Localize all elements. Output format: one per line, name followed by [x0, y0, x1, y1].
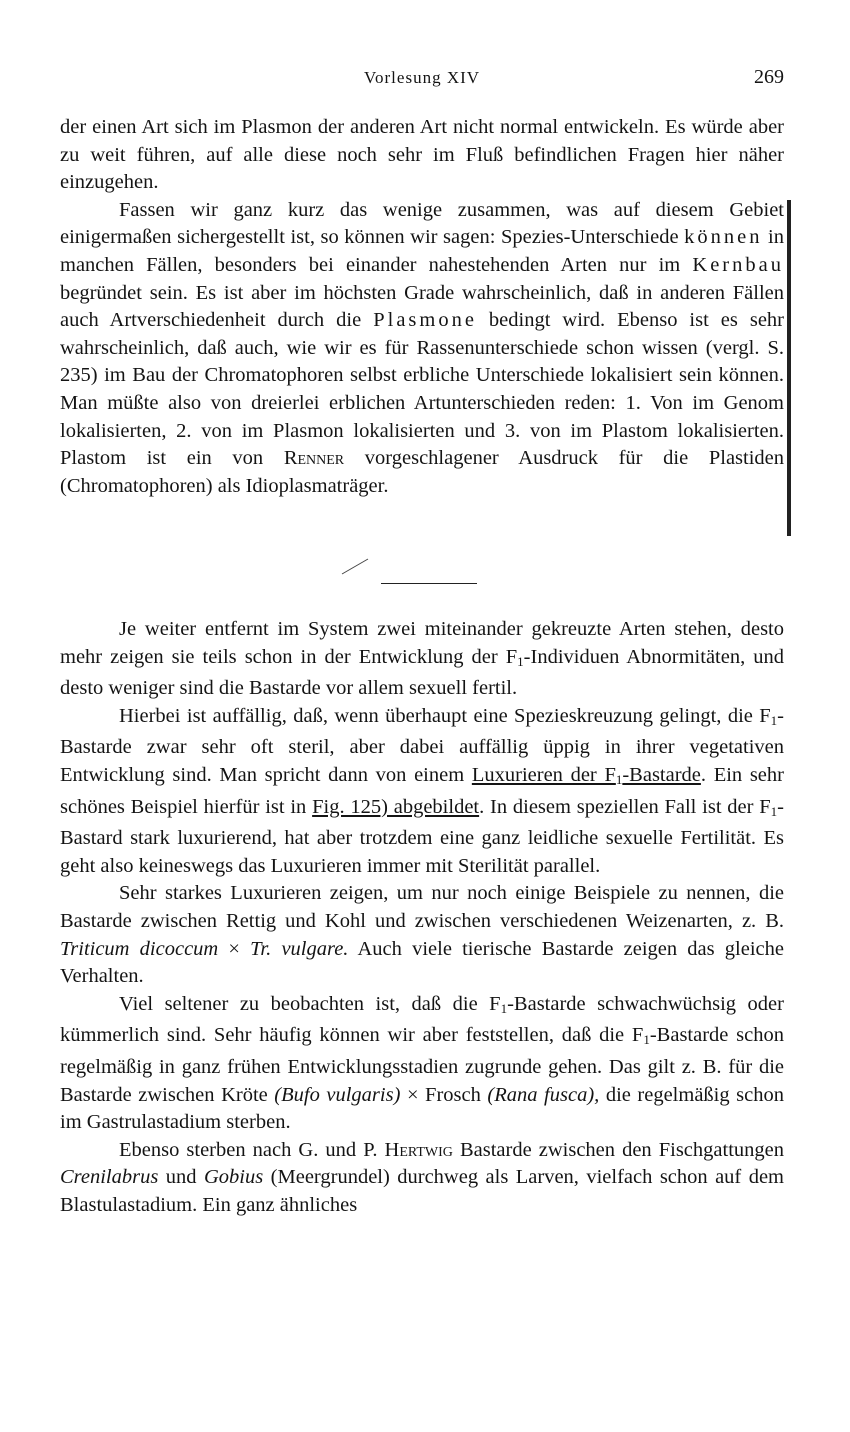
paragraph — [60, 703, 784, 881]
paragraph-text: -Bastarde zwar sehr oft steril, aber dabei auffällig üppig in ihrer vegetativen Entwicklung sind. Man spricht dann von einem — [60, 704, 784, 786]
paragraph — [60, 197, 784, 501]
section-divider — [381, 583, 477, 584]
species-name: (Rana fusca), — [487, 1083, 600, 1106]
paragraph-text: begründet sein. Es ist aber im höchsten Grade wahrscheinlich, daß in anderen Fällen auch Artverschiedenheit durch die — [60, 281, 784, 332]
paragraph-text: Auch viele tierische Bastarde zeigen das gleiche Verhalten. — [60, 937, 784, 988]
species-name: Triticum dicoccum — [60, 937, 219, 960]
paragraph — [60, 880, 784, 990]
cross-symbol: × — [218, 937, 251, 960]
paragraph-text: vorgeschlagener Ausdruck für die Plastiden (Chromatophoren) als Idioplasmaträger. — [60, 447, 785, 497]
species-name: Tr. vulgare. — [250, 937, 349, 960]
paragraph-text: Ebenso sterben nach G. und P. — [119, 1138, 385, 1161]
underlined-term — [472, 764, 701, 786]
author-name: Hertwig — [384, 1138, 453, 1161]
paragraph-text: Hierbei ist auffällig, daß, wenn überhaupt eine Spezieskreuzung gelingt, die F — [119, 704, 771, 727]
paragraph-text: der einen Art sich im Plasmon der anderen Art nicht normal entwickeln. Es würde aber zu weit führen, auf alle diese noch sehr im Fluß befindlichen Fragen hier näher einzugehen. — [60, 116, 784, 194]
paragraph-text: -Bastarde schwachwüchsig oder kümmerlich sind. Sehr häufig können wir aber feststellen, daß die F — [60, 992, 784, 1047]
genus-name: Crenilabrus — [60, 1166, 159, 1189]
underlined-text: Luxurieren der F — [471, 763, 616, 786]
subscript: 1 — [643, 1032, 650, 1048]
paragraph-text: Fassen wir ganz kurz das wenige zusammen, was auf diesem Gebiet einigermaßen sichergestellt ist, so können wir sagen: Spezies-Unterschiede — [60, 198, 784, 249]
paragraph-text: -Bastard stark luxurierend, hat aber trotzdem eine ganz leidliche sexuelle Fertilität. Es geht also keineswegs das Luxurieren immer mit Sterilität parallel. — [60, 795, 784, 877]
paragraph-text: (Meergrundel) durchweg als Larven, vielfach schon auf dem Blastulastadium. Ein ganz ähnliches — [60, 1166, 784, 1216]
subscript: 1 — [770, 712, 778, 728]
page-number: 269 — [754, 66, 784, 88]
pencil-stroke-mark — [340, 556, 370, 576]
page-header — [60, 66, 784, 96]
paragraph-text: Bastarde zwischen den Fischgattungen — [452, 1138, 784, 1161]
spaced-emphasis: können — [684, 226, 763, 249]
underlined-text: -Bastarde — [622, 763, 701, 786]
paragraph — [60, 991, 784, 1137]
author-name: Renner — [283, 447, 345, 470]
paragraph — [60, 1137, 784, 1220]
margin-bar-mark — [787, 200, 791, 536]
section-one — [60, 114, 784, 500]
species-name: (Bufo vulgaris) — [274, 1083, 401, 1106]
paragraph-text: Sehr starkes Luxurieren zeigen, um nur noch einige Beispiele zu nennen, die Bastarde zwischen Rettig und Kohl und zwischen verschiedenen Weizenarten, z. B. — [60, 882, 784, 932]
paragraph-text: bedingt wird. Ebenso ist es sehr wahrscheinlich, daß auch, wie wir es für Rassenunterschiede schon wissen (vergl. S. 235) im Bau der Chromatophoren selbst erbliche Unterschiede lokalisiert sein können. Man müßte also von dreierlei erblichen Artunterschieden reden: 1. Von im Genom lokalisierten, 2. von im Plasmon lokalisierten und 3. von im Plastom lokalisierten. Plastom ist ein von — [60, 309, 785, 470]
underlined-figure-ref: Fig. 125) abgebildet — [312, 795, 480, 818]
paragraph-text: in manchen Fällen, besonders bei einander nahestehenden Arten nur im — [60, 226, 784, 276]
paragraph — [60, 616, 784, 703]
paragraph-text: . Ein sehr schönes Beispiel hierfür ist in — [60, 763, 784, 818]
paragraph-text: -Bastarde schon regelmäßig in ganz frühen Entwicklungsstadien zugrunde gehen. Das gilt z. B. für die Bastarde zwischen Kröte — [60, 1024, 784, 1106]
paragraph-text: Je weiter entfernt im System zwei miteinander gekreuzte Arten stehen, desto mehr zeigen sie teils schon in der Entwicklung der F — [60, 618, 784, 668]
spaced-emphasis: Plasmone — [373, 309, 477, 332]
paragraph-text: × Frosch — [400, 1083, 488, 1106]
subscript: 1 — [500, 1000, 508, 1016]
subscript: 1 — [615, 771, 623, 787]
paragraph-text: -Individuen Abnormitäten, und desto weniger sind die Bastarde vor allem sexuell fertil. — [60, 645, 784, 700]
paragraph-text: die regelmäßig schon im Gastrulastadium sterben. — [60, 1083, 784, 1134]
subscript: 1 — [770, 803, 778, 819]
genus-name: Gobius — [203, 1166, 264, 1189]
running-head: Vorlesung XIV — [363, 68, 481, 87]
subscript: 1 — [517, 653, 524, 669]
paragraph-text: und — [158, 1166, 204, 1189]
spaced-emphasis: Kernbau — [692, 253, 784, 276]
paragraph-text: Viel seltener zu beobachten ist, daß die F — [119, 992, 501, 1015]
section-two — [60, 616, 784, 1219]
paragraph-text: . In diesem speziellen Fall ist der F — [479, 795, 771, 818]
paragraph — [60, 114, 784, 197]
